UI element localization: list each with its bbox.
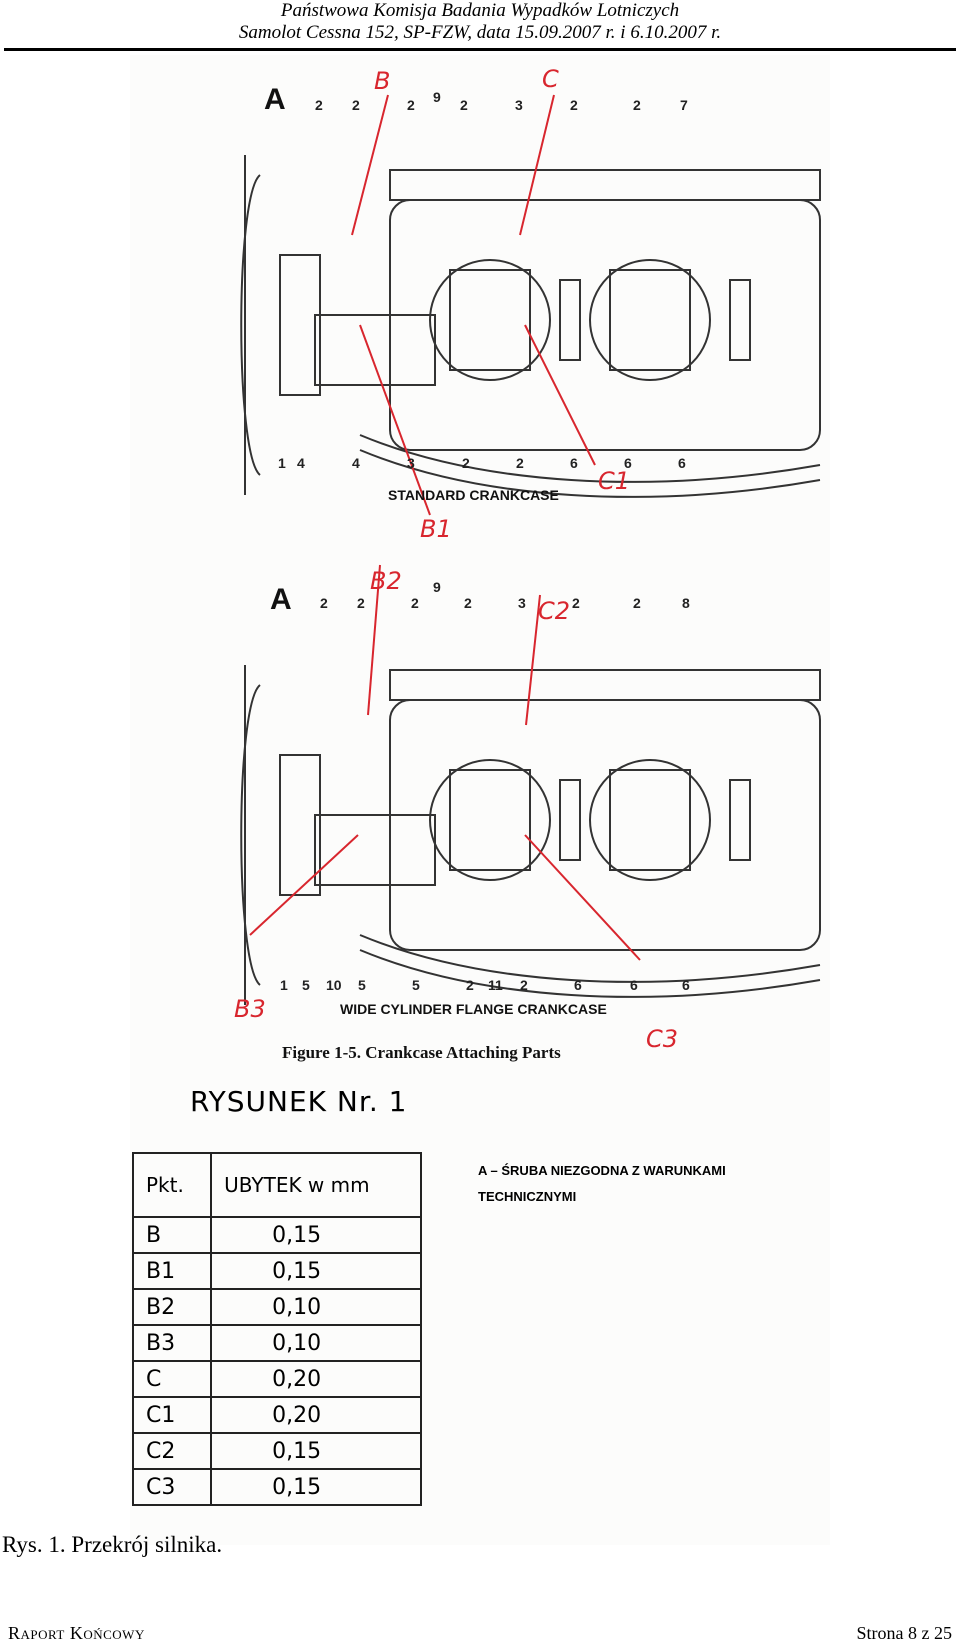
annotation [478,1158,808,1210]
table-cell: 0,10 [211,1325,421,1361]
bottom-number: 1 [280,977,288,993]
mark-b2: B2 [370,567,402,595]
figure-title: Figure 1-5. Crankcase Attaching Parts [282,1043,561,1062]
table-cell: 0,15 [211,1469,421,1505]
top-number: 2 [572,595,580,611]
top-number: 9 [433,579,441,595]
top-number: 2 [352,97,360,113]
mark-b3: B3 [234,995,266,1023]
figure-caption: Rys. 1. Przekrój silnika. [2,1532,223,1557]
table-row [133,1469,421,1505]
loss-table [132,1152,422,1506]
top-number: 2 [633,595,641,611]
top-number: 2 [464,595,472,611]
top-number: 7 [680,97,688,113]
crankcase-sketch [130,55,830,1055]
top-number: 9 [433,89,441,105]
table-row [133,1289,421,1325]
top-label-a: A [264,83,286,116]
table-row [133,1433,421,1469]
table-row [133,1361,421,1397]
mark-c: C [542,65,559,93]
table-row [133,1253,421,1289]
header-line-2: Samolot Cessna 152, SP-FZW, data 15.09.2007 r. i 6.10.2007 r. [238,22,722,43]
table-cell: 0,20 [211,1397,421,1433]
table-cell: B3 [133,1325,211,1361]
table-cell: C3 [133,1469,211,1505]
bottom-number: 1 [278,455,286,471]
table-header-cell: UBYTEK w mm [211,1153,421,1217]
bottom-number: 11 [488,977,503,993]
table-cell: 0,10 [211,1289,421,1325]
annotation-text: – ŚRUBA NIEZGODNA Z WARUNKAMI TECHNICZNYMI [478,1163,726,1204]
bottom-number: 6 [630,977,638,993]
top-number: 2 [633,97,641,113]
top-number: 2 [320,595,328,611]
bottom-number: 5 [302,977,310,993]
bottom-number: 5 [412,977,420,993]
mark-b1: B1 [420,515,452,543]
mark-c3: C3 [646,1025,679,1053]
top-number: 2 [407,97,415,113]
header-rule [4,48,956,51]
table-row [133,1397,421,1433]
mark-c1: C1 [598,467,631,495]
bottom-number: 10 [326,977,342,993]
bottom-number: 2 [520,977,528,993]
mark-b: B [374,67,391,95]
bottom-number: 3 [407,455,415,471]
table-cell: C2 [133,1433,211,1469]
mark-c2: C2 [538,597,571,625]
bottom-number: 6 [570,455,578,471]
bottom-number: 2 [466,977,474,993]
table-cell: 0,15 [211,1217,421,1253]
footer-left: Raport Końcowy [8,1623,145,1643]
bottom-number: 4 [352,455,360,471]
table-row [133,1217,421,1253]
header-line-1: Państwowa Komisja Badania Wypadków Lotniczych [280,0,680,21]
table-cell: C [133,1361,211,1397]
annotation-label: A [478,1163,487,1178]
bottom-number: 6 [678,455,686,471]
bottom-number: 6 [624,455,632,471]
table-header-row [133,1153,421,1217]
table-cell: B [133,1217,211,1253]
bottom-label-a: A [270,583,292,616]
bottom-number: 5 [358,977,366,993]
table-cell: 0,15 [211,1433,421,1469]
bottom-number: 2 [462,455,470,471]
top-number: 3 [515,97,523,113]
top-caption: STANDARD CRANKCASE [388,487,559,503]
bottom-number: 6 [682,977,690,993]
rysunek-label: RYSUNEK Nr. 1 [190,1085,408,1118]
table-cell: C1 [133,1397,211,1433]
bottom-caption: WIDE CYLINDER FLANGE CRANKCASE [340,1001,607,1017]
table-cell: B2 [133,1289,211,1325]
top-number: 2 [315,97,323,113]
footer-right: Strona 8 z 25 [856,1623,952,1643]
table-cell: 0,20 [211,1361,421,1397]
table-cell: 0,15 [211,1253,421,1289]
bottom-number: 4 [297,455,305,471]
table-row [133,1325,421,1361]
table-header-cell: Pkt. [133,1153,211,1217]
top-number: 3 [518,595,526,611]
top-number: 2 [411,595,419,611]
top-number: 2 [570,97,578,113]
top-number: 8 [682,595,690,611]
bottom-number: 2 [516,455,524,471]
top-number: 2 [357,595,365,611]
bottom-number: 6 [574,977,582,993]
top-number: 2 [460,97,468,113]
table-cell: B1 [133,1253,211,1289]
